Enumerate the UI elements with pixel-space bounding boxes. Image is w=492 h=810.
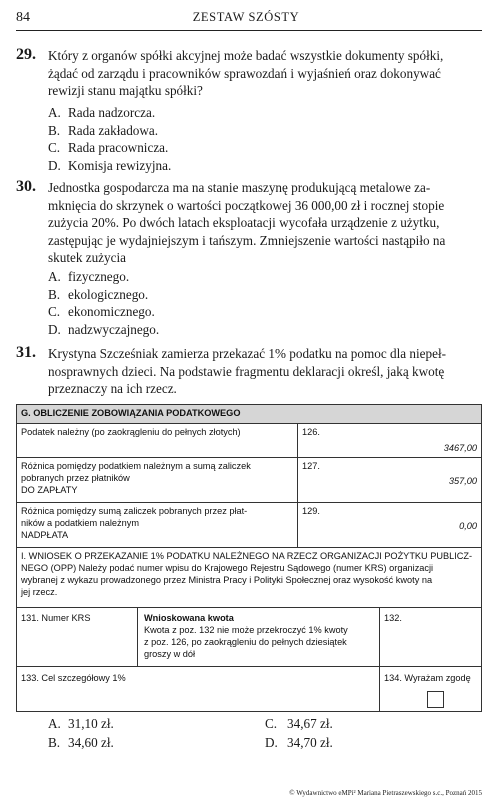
answer-text: nadzwyczajnego. [68,321,160,337]
section-i-line: jej rzecz. [21,587,58,597]
answer-option-c[interactable] [265,716,333,732]
answer-letter: B. [48,122,61,138]
question-text [48,47,484,100]
label-line: Różnica pomiędzy sumą zaliczek pobranych przez płat- [21,506,248,516]
answer-letter: B. [48,735,61,750]
header-rule [16,30,482,31]
requested-amount-title: Wnioskowana kwota [144,613,234,623]
question-31 [16,344,484,400]
answer-letter: B. [48,286,61,302]
row-129-value: 0,00 [459,521,477,531]
answer-letter: C. [48,140,61,155]
question-29 [16,46,484,171]
answer-option-d[interactable] [48,321,159,339]
question-line: skutek zużycia [48,250,126,265]
label-line: Różnica pomiędzy podatkiem należnym a sumą zaliczek [21,461,251,471]
answer-text: ekonomicznego. [68,304,155,319]
answer-text: Rada zakładowa. [68,122,159,138]
krs-number-field[interactable]: 131. Numer KRS [17,607,137,666]
row-126-label: Podatek należny (po zaokrągleniu do pełnych złotych) [17,423,297,457]
answer-letter: C. [265,716,278,731]
section-i-heading [17,547,481,607]
section-i-line: wybranej z wykazu prowadzonego przez Ministra Pracy i Polityki Społecznej oraz wysokość kwoty na [21,575,433,585]
answer-option-b[interactable] [48,286,148,304]
label-line: NADPŁATA [21,530,69,540]
question-line: zastępując je wydajniejszym i tańszym. Zmniejszenie wartości nastąpiło na [48,232,446,248]
answer-option-a[interactable] [48,104,155,122]
field-number: 127. [302,461,320,471]
question-line: żądać od zarządu i pracowników sprawozdań i wyjaśnień oraz dokonywać [48,65,441,81]
row-127-value: 357,00 [448,476,477,486]
row-126-value: 3467,00 [443,443,477,453]
answer-text: Komisja rewizyjna. [68,157,172,173]
question-30 [16,178,484,338]
page-number: 84 [16,10,30,25]
section-i-line: I. WNIOSEK O PRZEKAZANIE 1% PODATKU NALEŻNEGO NA RZECZ ORGANIZACJI POŻYTKU PUBLICZ- [21,551,473,561]
question-number: 29. [16,46,36,63]
tax-declaration-form [16,404,482,712]
question-number: 30. [16,178,36,195]
answer-option-a[interactable] [48,268,129,286]
label-line: pobranych przez płatników [21,473,130,483]
answer-letter: A. [48,716,61,731]
answer-option-a[interactable] [48,716,114,732]
label-line: ników a podatkiem należnym [21,518,139,528]
consent-checkbox[interactable] [427,691,444,708]
answer-text: 31,10 zł. [68,716,114,731]
answer-text: 34,67 zł. [287,716,333,731]
answer-text: fizycznego. [68,269,130,284]
answer-letter: D. [48,321,61,337]
page-running-title: ZESTAW SZÓSTY [192,10,300,24]
answer-text: Rada pracownicza. [68,140,169,155]
question-line: rewizji stanu majątku spółki? [48,83,203,98]
answer-text: ekologicznego. [68,286,149,302]
question-line: Jednostka gospodarcza ma na stanie maszynę produkującą metalowe za- [48,180,431,195]
field-number: 129. [302,506,320,516]
answer-letter: A. [48,105,61,120]
row-127-value-cell [297,457,481,502]
row-129-value-cell [297,502,481,547]
question-line: Który z organów spółki akcyjnej może badać wszystkie dokumenty spółki, [48,48,444,63]
answer-letter: D. [265,735,278,750]
question-line: Krystyna Szcześniak zamierza przekazać 1% podatku na pomoc dla niepeł- [48,346,447,361]
specific-purpose-field[interactable]: 133. Cel szczegółowy 1% [17,666,379,711]
question-line: nosprawnych dzieci. Na podstawie fragmentu deklaracji określ, jaką kwotę [48,363,445,379]
answer-text: Rada nadzorcza. [68,105,156,120]
section-g-heading: G. OBLICZENIE ZOBOWIĄZANIA PODATKOWEGO [17,405,481,423]
requested-amount-field[interactable]: 132. [379,607,481,666]
question-line: mknięcia do skrzynek o wartości początkowej 36 000,00 zł i rocznej stopie [48,197,445,213]
answer-option-d[interactable] [48,157,171,175]
consent-cell [379,666,481,711]
answer-option-d[interactable] [265,735,333,751]
answer-option-b[interactable] [48,122,158,140]
question-line: zużycia 20%. Po dwóch latach eksploatacji wycofała urządzenie z użytku, [48,215,440,230]
answer-option-b[interactable] [48,735,114,751]
requested-amount-note: groszy w dół [144,649,196,659]
question-number: 31. [16,344,36,361]
consent-label: 134. Wyrażam zgodę [384,673,471,683]
field-number: 126. [302,427,320,437]
row-129-label [17,502,297,547]
answer-letter: D. [48,157,61,173]
requested-amount-note: z poz. 126, po zaokrągleniu do pełnych dziesiątek [144,637,347,647]
row-127-label [17,457,297,502]
requested-amount-label [137,607,379,666]
answer-letter: C. [48,304,61,319]
question-text [48,345,484,398]
section-i-line: NEGO (OPP) Należy podać numer wpisu do Krajowego Rejestru Sądowego (numer KRS) organizacji [21,563,434,573]
copyright-footer: © Wydawnictwo eMPi² Mariana Pietraszewskiego s.c., Poznań 2015 [289,789,482,797]
answer-text: 34,60 zł. [68,735,114,750]
answer-option-c[interactable] [48,139,168,157]
answer-text: 34,70 zł. [287,735,333,750]
label-line: DO ZAPŁATY [21,485,78,495]
answer-option-c[interactable] [48,303,155,321]
requested-amount-note: Kwota z poz. 132 nie może przekroczyć 1% kwoty [144,625,348,635]
row-126-value-cell [297,423,481,457]
answer-letter: A. [48,269,61,284]
question-text [48,179,484,267]
question-line: przeznaczy na ich rzecz. [48,381,177,396]
